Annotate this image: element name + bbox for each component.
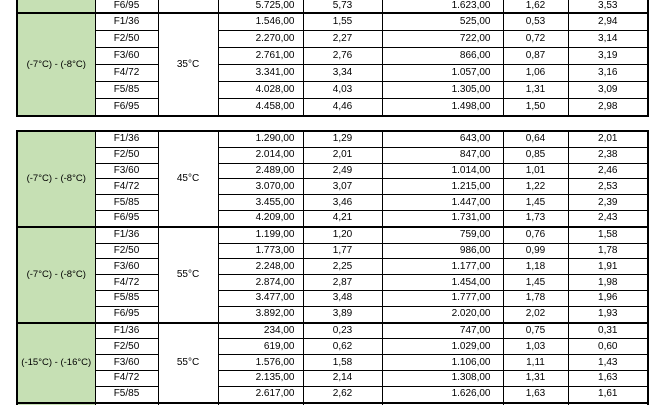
ratio-cell: 1,01 [503,163,568,179]
table-row [17,210,648,226]
ratio-cell: 1,18 [503,259,568,275]
ratio-cell: 3,34 [303,65,382,82]
ratio-cell: 1,78 [503,290,568,306]
ratio-cell: 2,01 [568,131,648,147]
ratio-cell: 1,45 [503,275,568,291]
value-cell: 3.892,00 [218,306,303,322]
value-cell: 2.135,00 [218,370,303,386]
ratio-cell: 1,22 [503,179,568,195]
ratio-cell: 2,27 [303,31,382,48]
table-row [17,243,648,259]
ratio-cell: 1,63 [503,386,568,402]
ratio-cell: 2,46 [568,163,648,179]
ratio-cell: 2,02 [503,306,568,322]
table-row [17,227,648,243]
ratio-cell: 1,62 [503,0,568,13]
value-cell: 3.341,00 [218,65,303,82]
value-cell: 2.020,00 [382,306,503,322]
ratio-cell: 1,78 [568,243,648,259]
fan-speed-cell: F2/50 [95,147,158,163]
table-row [17,179,648,195]
value-cell: 1.177,00 [382,259,503,275]
water-temp-cell: 45°C [158,131,218,227]
temp-range-cell: (-7°C) - (-8°C) [17,13,95,116]
value-cell: 747,00 [382,323,503,339]
table-row [17,163,648,179]
fan-speed-cell: F1/36 [95,323,158,339]
ratio-cell: 3,16 [568,65,648,82]
ratio-cell: 1,11 [503,355,568,371]
ratio-cell: 1,50 [503,99,568,117]
temp-range-cell [17,0,95,13]
fan-speed-cell: F4/72 [95,370,158,386]
ratio-cell: 0,23 [303,323,382,339]
table-row [17,99,648,117]
value-cell: 1.029,00 [382,339,503,355]
ratio-cell: 5,73 [303,0,382,13]
table-row [17,147,648,163]
value-cell: 619,00 [218,339,303,355]
ratio-cell: 2,87 [303,275,382,291]
ratio-cell: 1,63 [568,370,648,386]
ratio-cell: 2,43 [568,210,648,226]
fan-speed-cell: F6/95 [95,0,158,13]
performance-table-fragment-top [16,0,649,117]
value-cell: 1.777,00 [382,290,503,306]
table-row [17,195,648,211]
ratio-cell: 0,72 [503,31,568,48]
fan-speed-cell: F1/36 [95,227,158,243]
value-cell: 2.014,00 [218,147,303,163]
ratio-cell: 2,62 [303,386,382,402]
value-cell: 525,00 [382,13,503,31]
water-temp-cell [158,0,218,13]
value-cell: 1.215,00 [382,179,503,195]
ratio-cell: 3,48 [303,290,382,306]
fan-speed-cell: F3/60 [95,355,158,371]
value-cell: 3.477,00 [218,290,303,306]
table-row [17,65,648,82]
ratio-cell: 3,07 [303,179,382,195]
fan-speed-cell: F2/50 [95,31,158,48]
ratio-cell: 0,31 [568,323,648,339]
ratio-cell: 0,75 [503,323,568,339]
ratio-cell: 2,53 [568,179,648,195]
value-cell: 234,00 [218,323,303,339]
ratio-cell: 2,98 [568,99,648,117]
ratio-cell: 1,55 [303,13,382,31]
value-cell: 986,00 [382,243,503,259]
temp-range-cell: (-7°C) - (-8°C) [17,227,95,323]
fan-speed-cell: F3/60 [95,48,158,65]
value-cell: 1.498,00 [382,99,503,117]
table-row [17,275,648,291]
ratio-cell: 0,99 [503,243,568,259]
fan-speed-cell: F6/95 [95,99,158,117]
value-cell: 1.308,00 [382,370,503,386]
ratio-cell: 3,19 [568,48,648,65]
ratio-cell: 3,09 [568,82,648,99]
ratio-cell: 1,58 [303,355,382,371]
table-row [17,323,648,339]
table-row [17,339,648,355]
ratio-cell: 4,03 [303,82,382,99]
value-cell: 866,00 [382,48,503,65]
value-cell: 2.270,00 [218,31,303,48]
value-cell: 1.290,00 [218,131,303,147]
table-row [17,31,648,48]
value-cell: 3.070,00 [218,179,303,195]
ratio-cell: 0,76 [503,227,568,243]
ratio-cell: 2,25 [303,259,382,275]
ratio-cell: 1,98 [568,275,648,291]
ratio-cell: 1,29 [303,131,382,147]
value-cell: 1.447,00 [382,195,503,211]
value-cell: 1.626,00 [382,386,503,402]
value-cell: 2.248,00 [218,259,303,275]
ratio-cell: 2,14 [303,370,382,386]
table-row [17,131,648,147]
value-cell: 2.874,00 [218,275,303,291]
ratio-cell: 1,43 [568,355,648,371]
ratio-cell: 2,01 [303,147,382,163]
value-cell: 2.761,00 [218,48,303,65]
fan-speed-cell: F5/85 [95,195,158,211]
value-cell: 1.546,00 [218,13,303,31]
ratio-cell: 2,39 [568,195,648,211]
table-row [17,355,648,371]
value-cell: 643,00 [382,131,503,147]
fan-speed-cell: F4/72 [95,275,158,291]
ratio-cell: 3,89 [303,306,382,322]
fan-speed-cell: F5/85 [95,290,158,306]
ratio-cell: 3,46 [303,195,382,211]
water-temp-cell: 35°C [158,13,218,116]
temp-range-cell: (-15°C) - (-16°C) [17,323,95,403]
value-cell: 1.731,00 [382,210,503,226]
ratio-cell: 0,60 [568,339,648,355]
table-row [17,306,648,322]
fan-speed-cell: F4/72 [95,65,158,82]
value-cell: 1.454,00 [382,275,503,291]
ratio-cell: 1,96 [568,290,648,306]
fan-speed-cell: F2/50 [95,243,158,259]
fan-speed-cell: F3/60 [95,163,158,179]
table-row [17,370,648,386]
fan-speed-cell: F1/36 [95,13,158,31]
ratio-cell: 1,20 [303,227,382,243]
ratio-cell: 0,85 [503,147,568,163]
value-cell: 1.623,00 [382,0,503,13]
value-cell: 1.057,00 [382,65,503,82]
table-row [17,290,648,306]
ratio-cell: 1,45 [503,195,568,211]
ratio-cell: 2,49 [303,163,382,179]
ratio-cell: 1,31 [503,370,568,386]
table-row [17,13,648,31]
value-cell: 2.489,00 [218,163,303,179]
ratio-cell: 1,31 [503,82,568,99]
value-cell: 722,00 [382,31,503,48]
fan-speed-cell: F6/95 [95,210,158,226]
fan-speed-cell: F3/60 [95,259,158,275]
value-cell: 4.028,00 [218,82,303,99]
table-row [17,48,648,65]
temp-range-cell: (-7°C) - (-8°C) [17,131,95,227]
ratio-cell: 1,77 [303,243,382,259]
fan-speed-cell: F6/95 [95,306,158,322]
table-row [17,0,648,13]
water-temp-cell: 55°C [158,227,218,323]
ratio-cell: 1,73 [503,210,568,226]
ratio-cell: 0,53 [503,13,568,31]
table-row [17,386,648,402]
value-cell: 1.106,00 [382,355,503,371]
water-temp-cell: 55°C [158,323,218,403]
value-cell: 3.455,00 [218,195,303,211]
value-cell: 4.209,00 [218,210,303,226]
fan-speed-cell: F1/36 [95,131,158,147]
ratio-cell: 1,58 [568,227,648,243]
value-cell: 5.725,00 [218,0,303,13]
fan-speed-cell: F4/72 [95,179,158,195]
ratio-cell: 2,38 [568,147,648,163]
ratio-cell: 1,03 [503,339,568,355]
ratio-cell: 3,14 [568,31,648,48]
table-row [17,82,648,99]
ratio-cell: 1,91 [568,259,648,275]
value-cell: 1.014,00 [382,163,503,179]
fan-speed-cell: F5/85 [95,386,158,402]
ratio-cell: 0,62 [303,339,382,355]
ratio-cell: 2,94 [568,13,648,31]
value-cell: 1.576,00 [218,355,303,371]
ratio-cell: 1,93 [568,306,648,322]
value-cell: 1.773,00 [218,243,303,259]
ratio-cell: 4,46 [303,99,382,117]
ratio-cell: 2,76 [303,48,382,65]
ratio-cell: 1,06 [503,65,568,82]
performance-table-fragment-bottom [16,130,649,405]
ratio-cell: 3,53 [568,0,648,13]
value-cell: 847,00 [382,147,503,163]
value-cell: 4.458,00 [218,99,303,117]
fan-speed-cell: F2/50 [95,339,158,355]
value-cell: 759,00 [382,227,503,243]
ratio-cell: 1,61 [568,386,648,402]
ratio-cell: 0,64 [503,131,568,147]
ratio-cell: 0,87 [503,48,568,65]
table-row [17,259,648,275]
value-cell: 1.305,00 [382,82,503,99]
value-cell: 2.617,00 [218,386,303,402]
fan-speed-cell: F5/85 [95,82,158,99]
ratio-cell: 4,21 [303,210,382,226]
value-cell: 1.199,00 [218,227,303,243]
